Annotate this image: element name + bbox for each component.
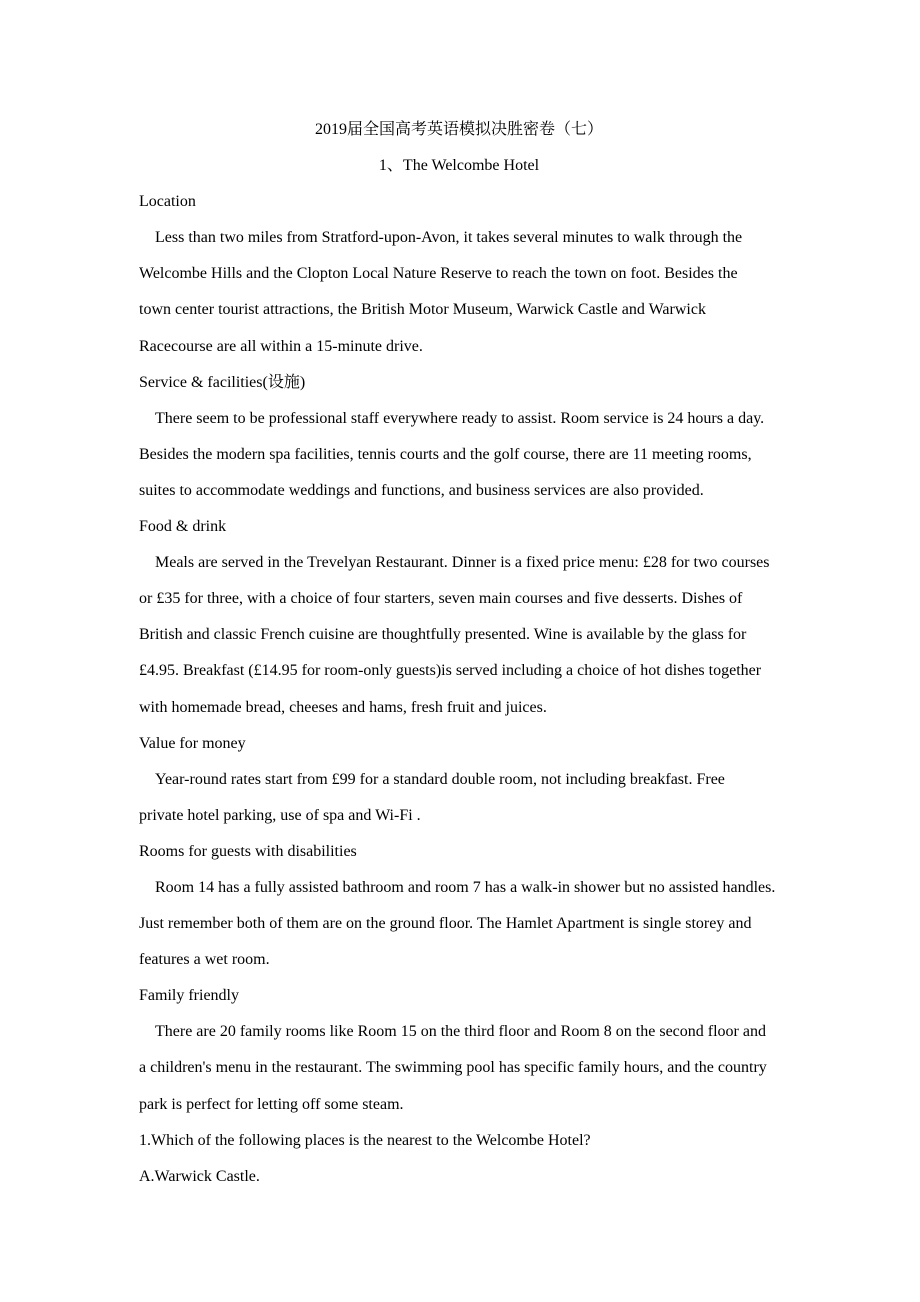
paragraph-line: with homemade bread, cheeses and hams, fresh fruit and juices. [139, 698, 547, 716]
paragraph-line: Year-round rates start from £99 for a standard double room, not including breakfast. Free [155, 770, 725, 788]
paragraph-line: There are 20 family rooms like Room 15 on the third floor and Room 8 on the second floor and [155, 1023, 766, 1041]
document-title: 2019届全国高考英语模拟决胜密卷（七） [314, 121, 603, 138]
paragraph-line: Room 14 has a fully assisted bathroom and room 7 has a walk-in shower but no assisted handles. [155, 878, 776, 896]
section-heading: Location [139, 193, 196, 211]
section-heading: Value for money [139, 734, 246, 752]
paragraph-line: Just remember both of them are on the ground floor. The Hamlet Apartment is single storey and [139, 915, 752, 933]
section-heading: Service & facilities(设施) [139, 373, 306, 391]
paragraph-line: a children's menu in the restaurant. The swimming pool has specific family hours, and the country [139, 1059, 767, 1077]
question-text: 1.Which of the following places is the nearest to the Welcombe Hotel? [139, 1131, 591, 1149]
paragraph-line: British and classic French cuisine are thoughtfully presented. Wine is available by the glass for [139, 626, 747, 644]
paragraph-line: park is perfect for letting off some steam. [139, 1095, 404, 1113]
section-heading: Family friendly [139, 987, 239, 1005]
passage-title: 1、The Welcombe Hotel [378, 157, 540, 175]
section-heading: Rooms for guests with disabilities [139, 842, 357, 860]
paragraph-line: Besides the modern spa facilities, tennis courts and the golf course, there are 11 meeting rooms, [139, 445, 752, 463]
section-heading: Food & drink [139, 518, 227, 536]
paragraph-line: £4.95. Breakfast (£14.95 for room-only guests)is served including a choice of hot dishes together [139, 662, 762, 680]
paragraph-line: Welcombe Hills and the Clopton Local Nature Reserve to reach the town on foot. Besides the [139, 265, 738, 283]
paragraph-line: There seem to be professional staff everywhere ready to assist. Room service is 24 hours a day. [155, 409, 765, 427]
paragraph-line: Meals are served in the Trevelyan Restaurant. Dinner is a fixed price menu: £28 for two courses [155, 554, 770, 572]
paragraph-line: Less than two miles from Stratford-upon-Avon, it takes several minutes to walk through the [155, 229, 743, 247]
paragraph-line: private hotel parking, use of spa and Wi-Fi . [139, 806, 421, 824]
paragraph-line: or £35 for three, with a choice of four starters, seven main courses and five desserts. Dishes of [139, 590, 743, 608]
paragraph-line: town center tourist attractions, the British Motor Museum, Warwick Castle and Warwick [139, 301, 706, 319]
paragraph-line: suites to accommodate weddings and functions, and business services are also provided. [139, 481, 704, 499]
paragraph-line: features a wet room. [139, 951, 270, 969]
option-a: A.Warwick Castle. [139, 1167, 260, 1185]
passage-body [139, 190, 799, 1128]
paragraph-line: Racecourse are all within a 15-minute drive. [139, 337, 423, 355]
document-page [139, 118, 799, 1201]
